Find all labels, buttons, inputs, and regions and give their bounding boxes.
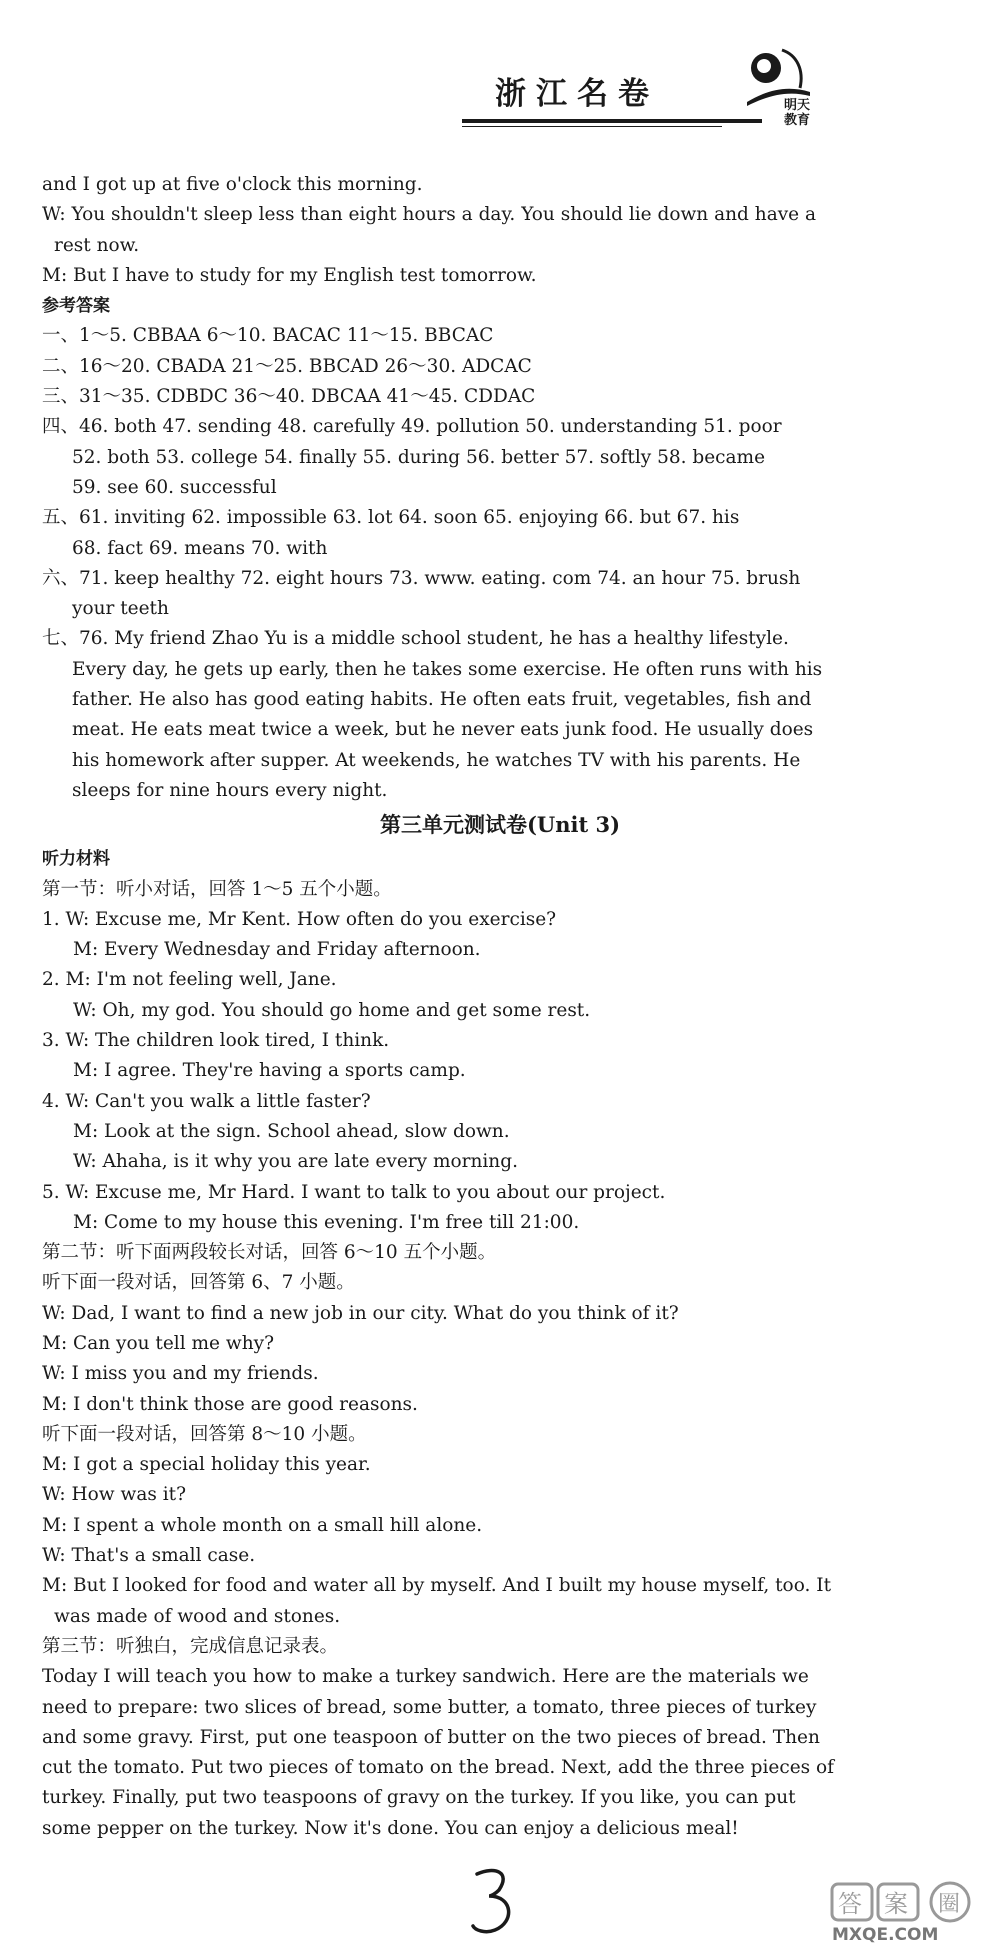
watermark-text: MXQE.COM <box>832 1925 939 1945</box>
text-line: 三、31～35. CDBDC 36～40. DBCAA 41～45. CDDAC <box>42 386 536 408</box>
text-line: M: But I looked for food and water all by myself. And I built my house myself, too. It <box>42 1575 832 1597</box>
series-brand-title: 浙江名卷 <box>495 76 659 112</box>
section-heading: 听力材料 <box>42 849 110 870</box>
section-heading: 参考答案 <box>42 296 110 317</box>
text-line: 听下面一段对话，回答第 8～10 小题。 <box>42 1423 367 1445</box>
text-line: M: But I have to study for my English test tomorrow. <box>42 264 537 286</box>
text-line: 3. W: The children look tired, I think. <box>42 1030 390 1052</box>
text-line: W: Dad, I want to find a new job in our city. What do you think of it? <box>42 1302 679 1324</box>
text-line: father. He also has good eating habits. He often eats fruit, vegetables, fish and <box>72 689 812 711</box>
text-line: need to prepare: two slices of bread, some butter, a tomato, three pieces of turkey <box>42 1696 817 1718</box>
page-header <box>0 40 1000 130</box>
text-line: W: How was it? <box>42 1484 187 1506</box>
text-line: 五、61. inviting 62. impossible 63. lot 64. soon 65. enjoying 66. but 67. his <box>42 507 740 529</box>
text-line: meat. He eats meat twice a week, but he never eats junk food. He usually does <box>72 719 814 741</box>
text-line: 六、71. keep healthy 72. eight hours 73. www. eating. com 74. an hour 75. brush <box>42 567 801 589</box>
text-line: 第三节：听独白，完成信息记录表。 <box>42 1635 339 1657</box>
text-line: 1. W: Excuse me, Mr Kent. How often do you exercise? <box>42 908 557 930</box>
text-line: M: Can you tell me why? <box>42 1332 275 1354</box>
text-line: W: That's a small case. <box>42 1545 256 1567</box>
text-line: sleeps for nine hours every night. <box>72 779 388 801</box>
text-line: W: You shouldn't sleep less than eight hours a day. You should lie down and have a <box>42 204 817 226</box>
text-line: 一、1～5. CBBAA 6～10. BACAC 11～15. BBCAC <box>42 325 494 347</box>
section-title: 第三单元测试卷(Unit 3) <box>379 812 621 838</box>
text-line: was made of wood and stones. <box>54 1605 341 1627</box>
text-line: 四、46. both 47. sending 48. carefully 49. pollution 50. understanding 51. poor <box>42 416 782 438</box>
text-line: your teeth <box>72 598 169 620</box>
svg-text:答: 答 <box>838 1890 862 1918</box>
text-line: rest now. <box>54 234 140 256</box>
publisher-logo-text: 明天 教育 <box>784 98 811 128</box>
text-line: Today I will teach you how to make a turkey sandwich. Here are the materials we <box>42 1666 809 1688</box>
svg-text:案: 案 <box>884 1890 908 1918</box>
text-line: M: Come to my house this evening. I'm free till 21:00. <box>73 1211 580 1233</box>
text-line: 5. W: Excuse me, Mr Hard. I want to talk to you about our project. <box>42 1181 666 1203</box>
header-rule-thin <box>462 126 722 127</box>
text-line: W: Oh, my god. You should go home and get some rest. <box>73 999 591 1021</box>
text-line: M: I got a special holiday this year. <box>42 1454 371 1476</box>
text-line: and some gravy. First, put one teaspoon of butter on the two pieces of bread. Then <box>42 1726 820 1748</box>
text-line: 第二节：听下面两段较长对话，回答 6～10 五个小题。 <box>42 1242 497 1264</box>
text-line: W: I miss you and my friends. <box>42 1363 319 1385</box>
text-line: 2. M: I'm not feeling well, Jane. <box>42 969 337 991</box>
text-line: M: Every Wednesday and Friday afternoon. <box>73 939 481 961</box>
text-line: some pepper on the turkey. Now it's done. You can enjoy a delicious meal! <box>42 1817 739 1839</box>
text-line: M: I spent a whole month on a small hill alone. <box>42 1514 483 1536</box>
text-line: M: I don't think those are good reasons. <box>42 1393 418 1415</box>
text-line: 听下面一段对话，回答第 6、7 小题。 <box>42 1272 355 1294</box>
text-line: Every day, he gets up early, then he takes some exercise. He often runs with his <box>72 658 823 680</box>
text-line: 二、16～20. CBADA 21～25. BBCAD 26～30. ADCAC <box>42 355 532 377</box>
svg-text:圈: 圈 <box>938 1892 961 1917</box>
text-line: 59. see 60. successful <box>72 476 277 498</box>
text-line: M: Look at the sign. School ahead, slow down. <box>73 1120 510 1142</box>
text-line: 68. fact 69. means 70. with <box>72 537 328 559</box>
text-line: 七、76. My friend Zhao Yu is a middle school student, he has a healthy lifestyle. <box>42 628 789 650</box>
text-line: 52. both 53. college 54. finally 55. during 56. better 57. softly 58. became <box>72 446 766 468</box>
text-line: 第一节：听小对话，回答 1～5 五个小题。 <box>42 878 392 900</box>
text-line: cut the tomato. Put two pieces of tomato on the bread. Next, add the three pieces of <box>42 1757 835 1779</box>
text-line: W: Ahaha, is it why you are late every morning. <box>73 1151 518 1173</box>
text-line: M: I agree. They're having a sports camp. <box>73 1060 466 1082</box>
text-line: his homework after supper. At weekends, he watches TV with his parents. He <box>72 749 801 771</box>
header-rule <box>462 119 762 123</box>
answer-key-content <box>0 170 1000 1844</box>
text-line: and I got up at five o'clock this morning. <box>42 174 423 195</box>
handwritten-page-number <box>455 1860 535 1940</box>
text-line: 4. W: Can't you walk a little faster? <box>42 1090 371 1112</box>
text-line: turkey. Finally, put two teaspoons of gravy on the turkey. If you like, you can put <box>42 1787 796 1809</box>
